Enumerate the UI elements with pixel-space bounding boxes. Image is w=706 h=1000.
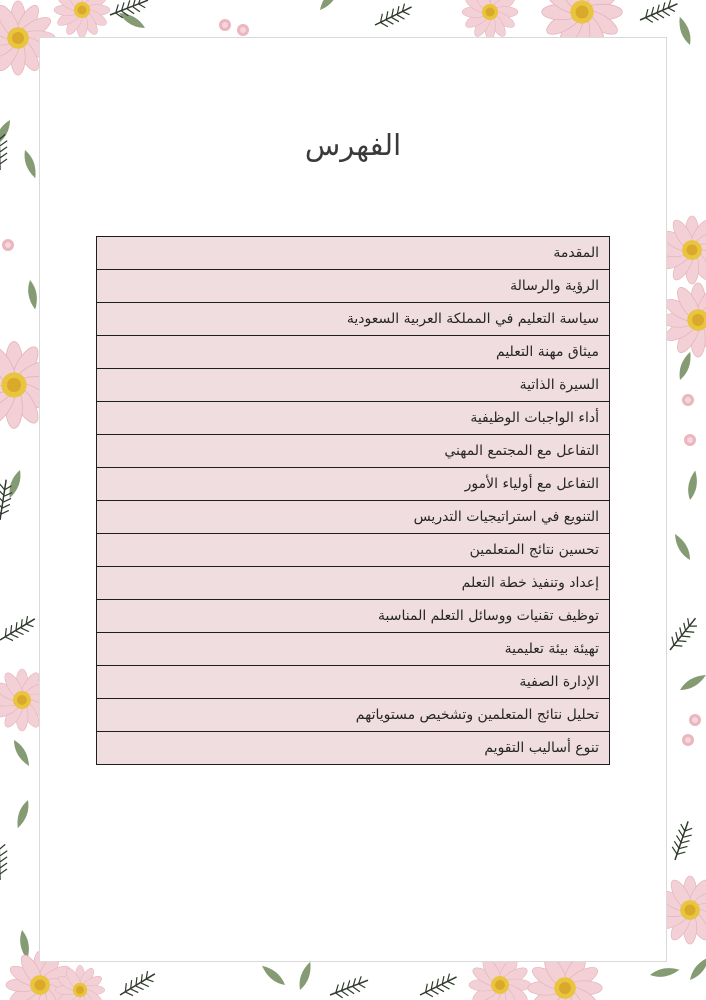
toc-item-results: تحسين نتائج المتعلمين xyxy=(97,534,610,567)
toc-item-duties: أداء الواجبات الوظيفية xyxy=(97,402,610,435)
toc-item-intro: المقدمة xyxy=(97,237,610,270)
table-row xyxy=(97,534,610,567)
table-row xyxy=(97,435,610,468)
toc-item-tech: توظيف تقنيات ووسائل التعلم المناسبة xyxy=(97,600,610,633)
toc-item-parents: التفاعل مع أولياء الأمور xyxy=(97,468,610,501)
toc-item-vision: الرؤية والرسالة xyxy=(97,270,610,303)
table-row xyxy=(97,237,610,270)
toc-item-policy: سياسة التعليم في المملكة العربية السعودية xyxy=(97,303,610,336)
table-row xyxy=(97,369,610,402)
table-row xyxy=(97,567,610,600)
toc-item-charter: ميثاق مهنة التعليم xyxy=(97,336,610,369)
table-row xyxy=(97,303,610,336)
toc-item-community: التفاعل مع المجتمع المهني xyxy=(97,435,610,468)
table-row xyxy=(97,336,610,369)
toc-item-environment: تهيئة بيئة تعليمية xyxy=(97,633,610,666)
table-row xyxy=(97,732,610,765)
table-row xyxy=(97,468,610,501)
toc-item-assessment: تنوع أساليب التقويم xyxy=(97,732,610,765)
table-row xyxy=(97,501,610,534)
toc-item-classroom: الإدارة الصفية xyxy=(97,666,610,699)
table-row xyxy=(97,633,610,666)
table-of-contents xyxy=(96,236,610,765)
toc-item-cv: السيرة الذاتية xyxy=(97,369,610,402)
toc-item-plan: إعداد وتنفيذ خطة التعلم xyxy=(97,567,610,600)
page-title: الفهرس xyxy=(304,128,402,162)
table-row xyxy=(97,600,610,633)
table-row xyxy=(97,402,610,435)
table-row xyxy=(97,699,610,732)
table-row xyxy=(97,270,610,303)
toc-item-analysis: تحليل نتائج المتعلمين وتشخيص مستوياتهم xyxy=(97,699,610,732)
table-row xyxy=(97,666,610,699)
toc-item-strategies: التنويع في استراتيجيات التدريس xyxy=(97,501,610,534)
